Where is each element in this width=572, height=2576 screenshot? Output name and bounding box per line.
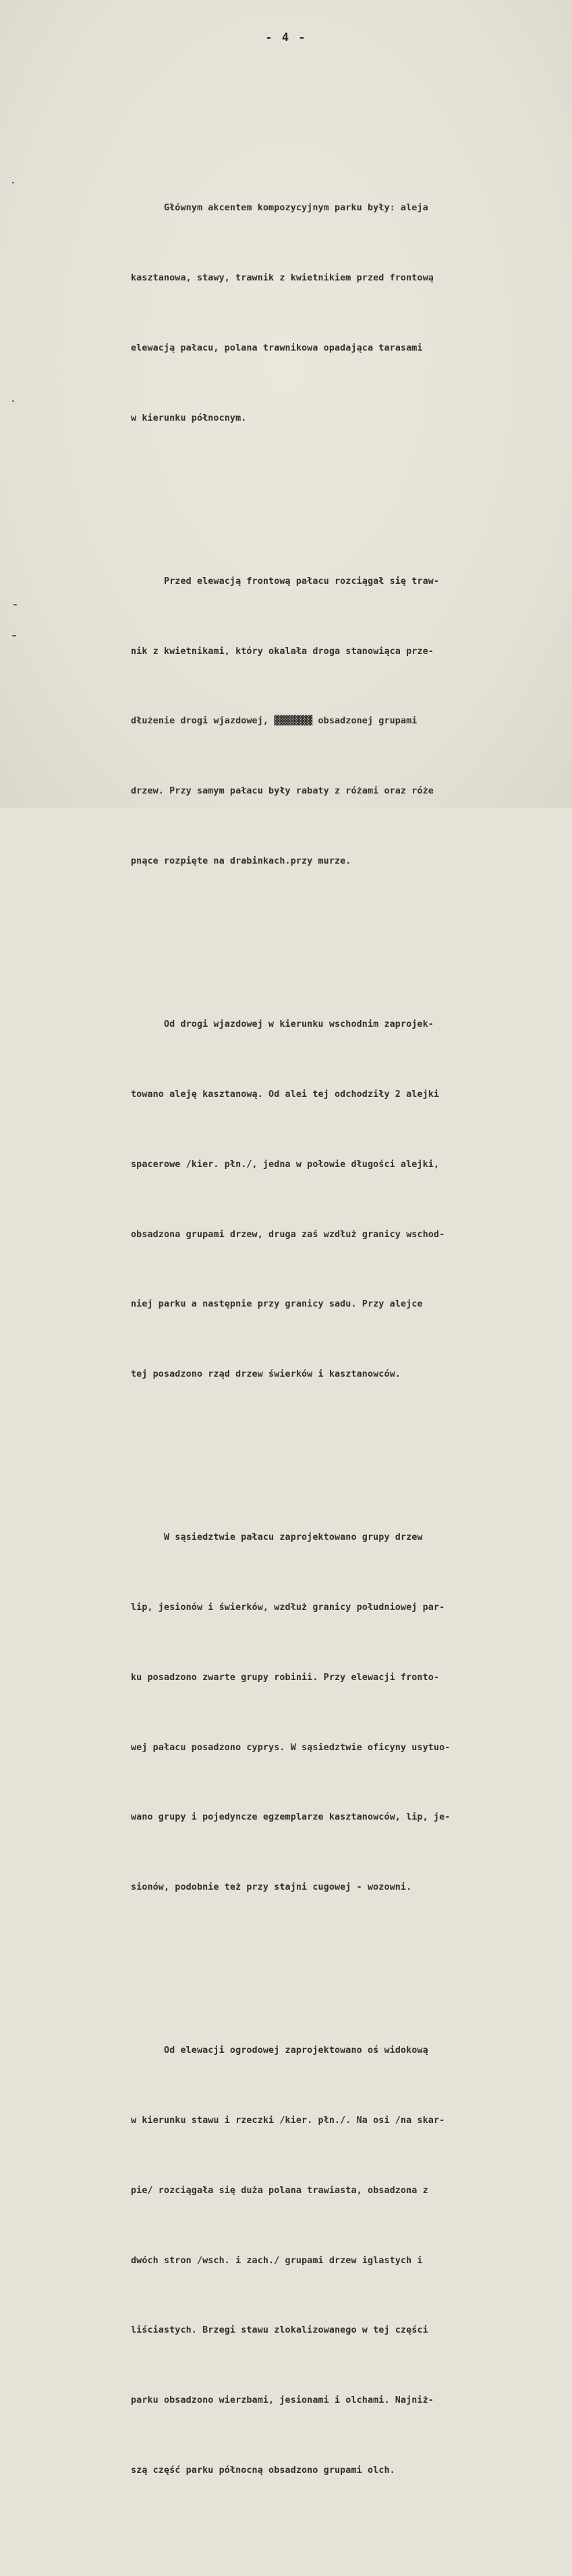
text-line: towano aleję kasztanową. Od alei tej odchodziły 2 alejki	[131, 1089, 440, 1100]
paragraph-3	[131, 967, 546, 1433]
text-line: w kierunku stawu i rzeczki /kier. płn./. Na osi /na skar-	[131, 2116, 445, 2126]
text-line: lip, jesionów i świerków, wzdłuż granicy południowej par-	[131, 1602, 445, 1613]
text-line: dwóch stron /wsch. i zach./ grupami drzew iglastych i	[131, 2255, 423, 2266]
text-line: parku obsadzono wierzbami, jesionami i olchami. Najniż-	[131, 2395, 434, 2406]
text-line: dłużenie drogi wjazdowej, ▓▓▓▓▓▓▓ obsadzonej grupami	[131, 716, 418, 727]
margin-mark	[13, 604, 17, 605]
text-line: ku posadzono zwarte grupy robinii. Przy elewacji fronto-	[131, 1672, 440, 1683]
text-line: obsadzona grupami drzew, druga zaś wzdłuż granicy wschod-	[131, 1229, 445, 1240]
paragraph-4	[131, 1480, 546, 1946]
document-body	[131, 104, 546, 2576]
text-line: tej posadzono rząd drzew świerków i kasztanowców.	[131, 1369, 401, 1380]
text-line: sionów, podobnie też przy stajni cugowej - wozowni.	[131, 1882, 412, 1893]
text-line: W sąsiedztwie pałacu zaprojektowano grupy drzew	[131, 1532, 423, 1543]
text-line: Głównym akcentem kompozycyjnym parku były: aleja	[131, 203, 428, 214]
text-line: spacerowe /kier. płn./, jedna w połowie długości alejki,	[131, 1159, 440, 1170]
text-line: nik z kwietnikami, który okalała droga stanowiąca prze-	[131, 646, 434, 657]
margin-mark	[12, 400, 14, 402]
text-line: Od elewacji ogrodowej zaprojektowano oś widokową	[131, 2045, 428, 2056]
text-line: w kierunku północnym.	[131, 413, 247, 423]
text-line: pnące rozpięte na drabinkach.przy murze.	[131, 856, 351, 866]
text-line: kasztanowa, stawy, trawnik z kwietnikiem przed frontową	[131, 273, 434, 284]
margin-mark	[12, 635, 16, 636]
paragraph-1	[131, 150, 546, 477]
text-line: niej parku a następnie przy granicy sadu. Przy alejce	[131, 1299, 423, 1310]
text-line: liściastych. Brzegi stawu zlokalizowanego w tej części	[131, 2325, 428, 2336]
margin-mark	[12, 182, 14, 183]
text-line: wano grupy i pojedyncze egzemplarze kasztanowców, lip, je-	[131, 1812, 451, 1823]
text-line: Od drogi wjazdowej w kierunku wschodnim zaprojek-	[131, 1019, 434, 1030]
page-number: - 4 -	[265, 31, 307, 44]
text-line: Przed elewacją frontową pałacu rozciągał się traw-	[131, 576, 440, 587]
paragraph-5	[131, 1993, 546, 2529]
text-line: szą część parku północną obsadzono grupami olch.	[131, 2465, 395, 2476]
text-line: pie/ rozciągała się duża polana trawiasta, obsadzona z	[131, 2185, 428, 2196]
text-line: elewacją pałacu, polana trawnikowa opadająca tarasami	[131, 342, 423, 353]
text-line: wej pałacu posadzono cyprys. W sąsiedztwie oficyny usytuo-	[131, 1742, 451, 1753]
text-line: drzew. Przy samym pałacu były rabaty z różami oraz róże	[131, 786, 434, 797]
paragraph-2	[131, 524, 546, 920]
